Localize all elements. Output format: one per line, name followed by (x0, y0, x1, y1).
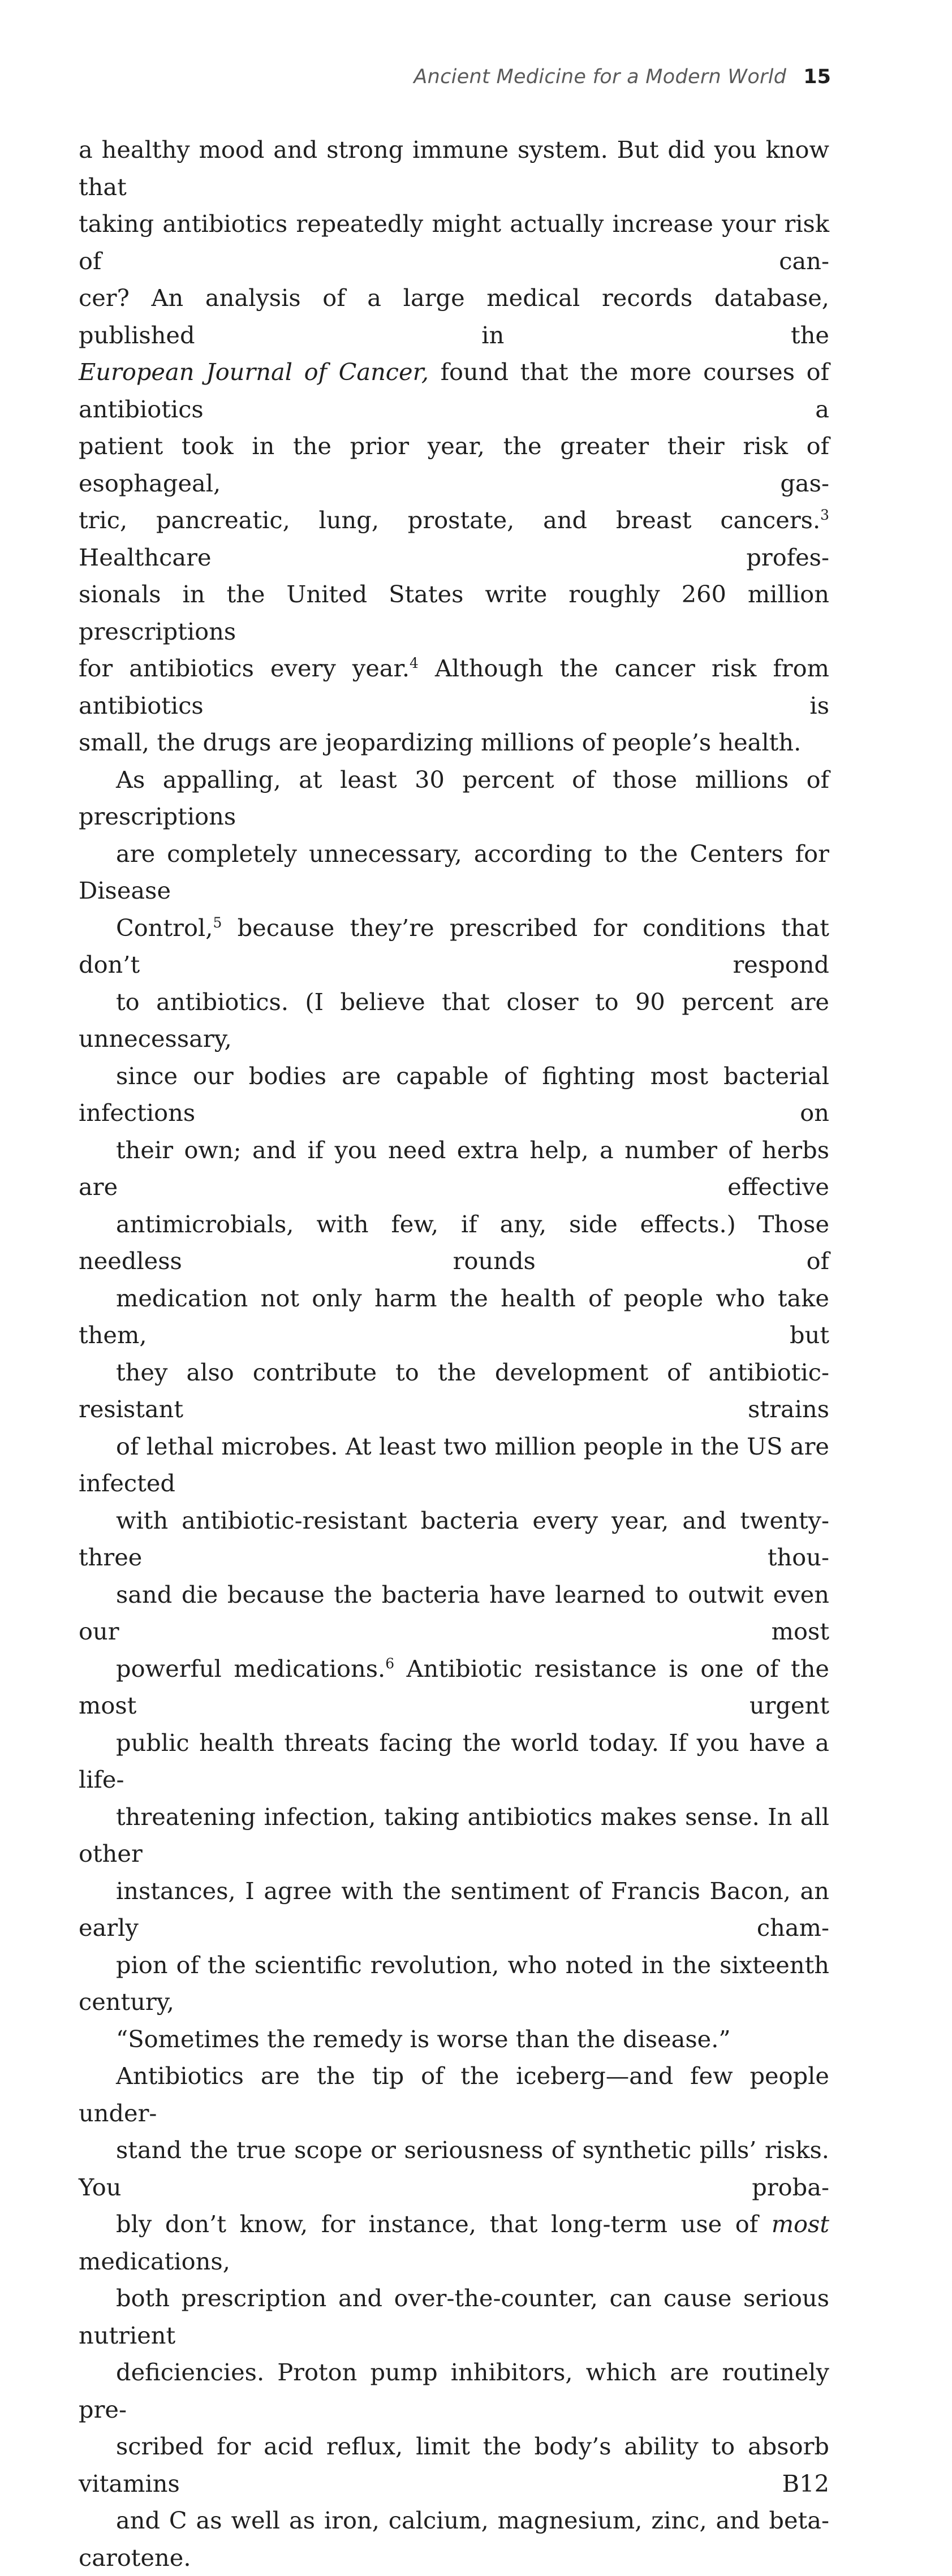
text-line (79, 724, 829, 761)
text-run: both prescription and over-the-counter, can cause serious nutrient (79, 2284, 829, 2349)
text-run: of lethal microbes. At least two million people in the US are infected (79, 1432, 829, 1497)
text-line (79, 650, 829, 724)
text-run: Antibiotic resistance is one of the most urgent (79, 1654, 829, 1719)
text-run: “Sometimes the remedy is worse than the disease.” (116, 2025, 731, 2053)
text-run: Healthcare profes- (79, 543, 829, 571)
text-run: deficiencies. Proton pump inhibitors, which are routinely pre- (79, 2358, 829, 2423)
text-line (79, 1206, 829, 1280)
paragraph (79, 2057, 829, 2576)
italic-text: most (771, 2210, 829, 2238)
italic-text: European Journal of Cancer, (79, 358, 429, 386)
text-run: cer? An analysis of a large medical records database, published in the (79, 284, 829, 349)
text-line (79, 1872, 829, 1947)
text-run: sionals in the United States write roughly 260 million prescriptions (79, 580, 829, 645)
text-run: Antibiotics are the tip of the iceberg—and few people under- (79, 2062, 829, 2127)
text-run: small, the drugs are jeopardizing millions of people’s health. (79, 728, 802, 756)
page-number: 15 (803, 66, 831, 88)
text-line (79, 2428, 829, 2502)
body-text (79, 131, 829, 2576)
text-line (79, 909, 829, 983)
text-line (79, 1354, 829, 1428)
text-run: scribed for acid reflux, limit the body’s ability to absorb vitamins B12 (79, 2432, 829, 2497)
text-line (79, 428, 829, 502)
text-run: stand the true scope or seriousness of synthetic pills’ risks. You proba- (79, 2136, 829, 2201)
text-line (79, 983, 829, 1058)
running-head-title: Ancient Medicine for a Modern World (413, 66, 787, 88)
text-run: since our bodies are capable of fighting most bacterial infections on (79, 1062, 829, 1127)
text-line (79, 353, 829, 428)
text-line (79, 576, 829, 650)
paragraph (79, 761, 829, 2058)
text-line (79, 1947, 829, 2021)
text-line (79, 205, 829, 279)
text-line (79, 1798, 829, 1872)
text-line (79, 279, 829, 353)
text-line (79, 1132, 829, 1206)
text-run: As appalling, at least 30 percent of those millions of prescriptions (79, 765, 829, 830)
text-line (79, 835, 829, 909)
text-line (79, 1058, 829, 1132)
text-run: threatening infection, taking antibiotics makes sense. In all other (79, 1802, 829, 1867)
text-run: found that the more courses of antibiotics a (79, 358, 829, 423)
text-run: and C as well as iron, calcium, magnesium, zinc, and beta-carotene. (79, 2506, 829, 2571)
text-line (79, 1280, 829, 1354)
text-line (79, 2280, 829, 2354)
text-run: patient took in the prior year, the greater their risk of esophageal, gas- (79, 432, 829, 497)
footnote-ref: 4 (410, 655, 419, 672)
text-run: tric, pancreatic, lung, prostate, and breast cancers. (79, 506, 821, 534)
text-run: they also contribute to the development of antibiotic-resistant strains (79, 1358, 829, 1423)
text-run: are completely unnecessary, according to the Centers for Disease (79, 839, 829, 904)
text-line (79, 1650, 829, 1724)
text-run: because they’re prescribed for conditions that don’t respond (79, 913, 829, 978)
text-line (79, 1576, 829, 1650)
text-run: medications, (79, 2247, 230, 2275)
text-line (79, 2021, 829, 2058)
text-run: medication not only harm the health of people who take them, but (79, 1284, 829, 1349)
running-head (413, 66, 831, 88)
text-run: bly don’t know, for instance, that long-term use of (116, 2210, 772, 2238)
text-line (79, 2206, 829, 2280)
text-run: a healthy mood and strong immune system. But did you know that (79, 136, 829, 201)
footnote-ref: 3 (820, 507, 829, 524)
text-run: for antibiotics every year. (79, 654, 410, 682)
text-run: sand die because the bacteria have learned to outwit even our most (79, 1580, 829, 1645)
text-run: pion of the scientific revolution, who noted in the sixteenth century, (79, 1951, 829, 2016)
text-line (79, 761, 829, 835)
text-run: Although the cancer risk from antibiotics is (79, 654, 829, 719)
text-line (79, 1428, 829, 1502)
text-line (79, 502, 829, 576)
text-line (79, 2131, 829, 2206)
paragraph (79, 131, 829, 761)
text-run: with antibiotic-resistant bacteria every year, and twenty-three thou- (79, 1506, 829, 1571)
text-line (79, 1502, 829, 1576)
text-line (79, 131, 829, 205)
text-line (79, 1724, 829, 1798)
text-run: their own; and if you need extra help, a number of herbs are effective (79, 1136, 829, 1201)
footnote-ref: 6 (385, 1655, 395, 1672)
text-run: instances, I agree with the sentiment of Francis Bacon, an early cham- (79, 1876, 829, 1941)
text-line (79, 2057, 829, 2131)
text-run: antimicrobials, with few, if any, side effects.) Those needless rounds of (79, 1210, 829, 1275)
text-run: taking antibiotics repeatedly might actually increase your risk of can- (79, 210, 829, 275)
text-run: to antibiotics. (I believe that closer to 90 percent are unnecessary, (79, 987, 829, 1052)
text-run: powerful medications. (116, 1654, 386, 1682)
text-run: Control, (116, 913, 213, 942)
text-line (79, 2502, 829, 2576)
text-line (79, 2354, 829, 2428)
text-run: public health threats facing the world today. If you have a life- (79, 1728, 829, 1793)
footnote-ref: 5 (213, 914, 222, 931)
